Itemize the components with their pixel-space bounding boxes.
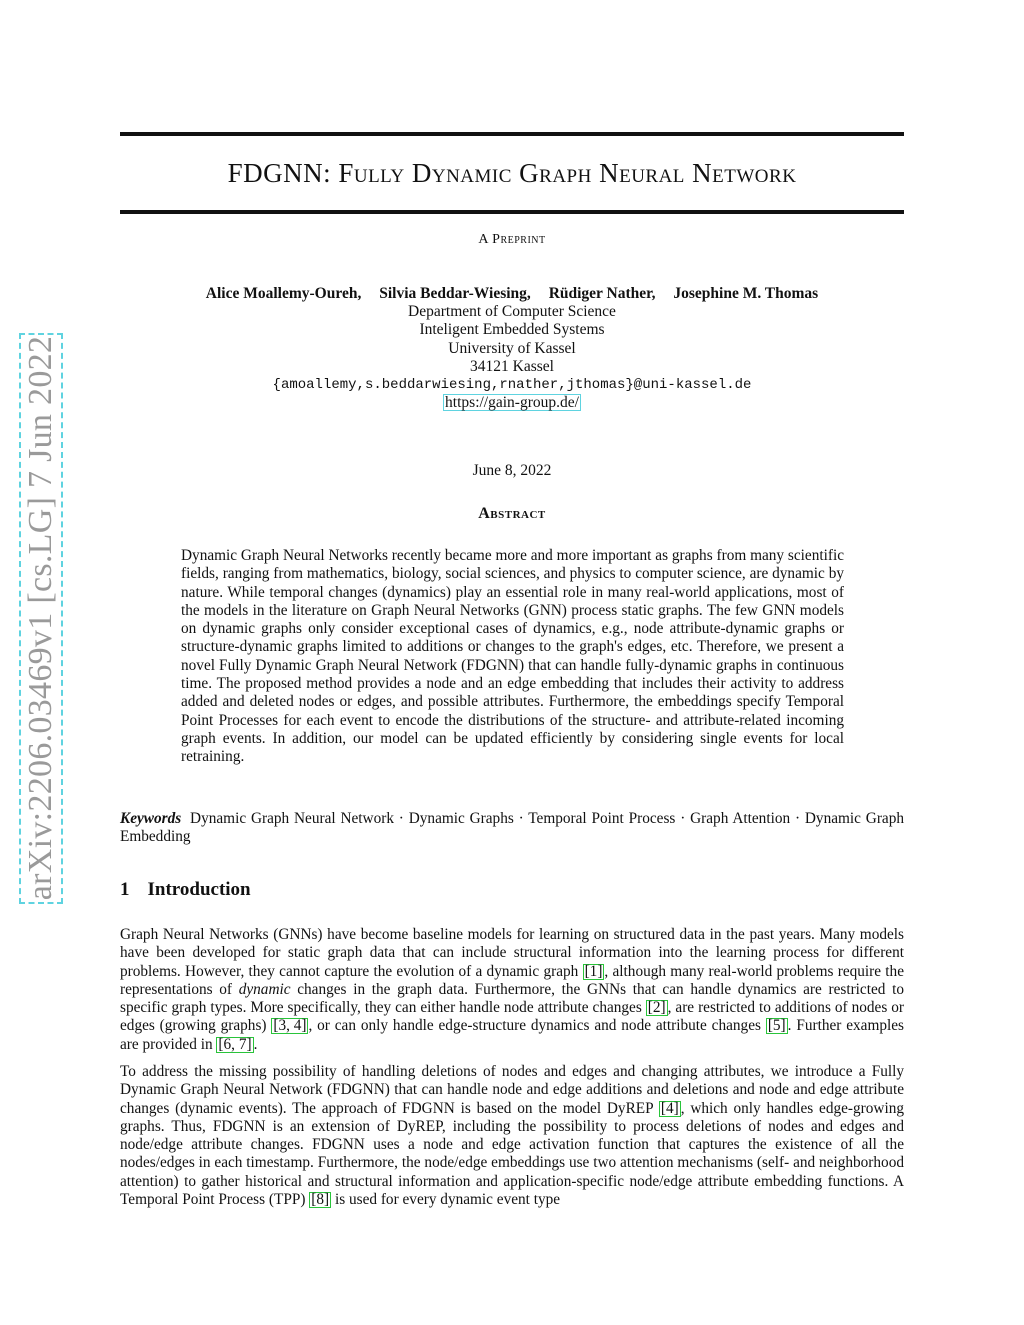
citation-link[interactable]: [2] xyxy=(647,999,666,1017)
affiliation-university: University of Kassel xyxy=(448,339,576,357)
author-emails[interactable]: {amoallemy,s.beddarwiesing,rnather,jthomas}@uni-kassel.de xyxy=(272,377,752,394)
keywords xyxy=(120,810,904,847)
author-2: Silvia Beddar-Wiesing, xyxy=(379,285,531,302)
arxiv-stamp[interactable] xyxy=(19,333,63,904)
arxiv-stamp-text: arXiv:2206.03469v1 [cs.LG] 7 Jun 2022 xyxy=(22,335,59,901)
author-3: Rüdiger Nather, xyxy=(548,285,656,302)
title-prefix: FDGNN: xyxy=(227,158,339,188)
affiliation-department: Department of Computer Science xyxy=(408,303,616,320)
citation-link[interactable]: [5] xyxy=(767,1017,786,1035)
title-rest: Fully Dynamic Graph Neural Network xyxy=(338,158,797,188)
affiliation-group: Inteligent Embedded Systems xyxy=(419,321,605,339)
citation-link[interactable]: [1] xyxy=(584,962,603,980)
section-title: Introduction xyxy=(147,879,251,900)
title-rule-top xyxy=(120,132,904,136)
author-4: Josephine M. Thomas xyxy=(673,285,819,302)
abstract-text: Dynamic Graph Neural Networks recently became more and more important as graphs from many scientific fields, ranging from mathematics, biology, social sciences, and physics to computer science, are dynamic by nature. While temporal changes (dynamics) play an essential role in many real-world applications, most of the models in the literature on Graph Neural Networks (GNN) process static graphs. The few GNN models on dynamic graphs only consider exceptional cases of dynamics, e.g., node attribute-dynamic graphs or structure-dynamic graphs limited to additions or changes to the graph's edges, etc. Therefore, we present a novel Fully Dynamic Graph Neural Network (FDGNN) that can handle fully-dynamic graphs in continuous time. The proposed method provides a node and an edge embedding that includes their activity to address added and deleted nodes or edges, and possible attributes. Furthermore, the embeddings specify Temporal Point Processes for each event to encode the distributions of the structure- and attribute-related incoming graph events. In addition, our model can be updated efficiently by considering single events for local retraining. xyxy=(181,547,844,766)
preprint-label: A Preprint xyxy=(478,232,546,247)
emphasis-dynamic: dynamic xyxy=(238,980,291,998)
citation-link[interactable]: [6, 7] xyxy=(218,1035,252,1053)
citation-link[interactable]: [4] xyxy=(660,1099,679,1117)
affiliation xyxy=(120,303,904,413)
keywords-label: Keywords xyxy=(120,810,182,827)
section-heading-introduction xyxy=(120,879,251,901)
intro-paragraph-2: To address the missing possibility of handling deletions of nodes and edges and changing attributes, we introduce a Fully Dynamic Graph Neural Network (FDGNN) that can handle node and edge additions and deletions and node and edge attribute changes (dynamic events). The approach of FDGNN is based on the model DyREP [4] , which only handles edge-growing graphs. Thus, FDGNN is an extension of DyREP, including the possibility to process deletions of nodes and edges and node/edge attribute changes. FDGNN uses a node and edge activation function that captures the existence of all the nodes/edges in each timestamp. Furthermore, the node/edge embeddings use two attention mechanisms (self- and neighborhood attention) to gather historical and structural information and application-specific node/edge attribute embedding functions. A Temporal Point Process (TPP) [8] is used for every dynamic event type xyxy=(120,1063,904,1209)
intro-paragraph-1: Graph Neural Networks (GNNs) have become baseline models for learning on structured data in the past years. Many models have been developed for static graph data that can include structural information into the learning process for different problems. However, they cannot capture the evolution of a dynamic graph [1] , although many real-world problems require the representations of dynamic changes in the graph data. Furthermore, the GNNs that can handle dynamics are restricted to specific graph types. More specifically, they can either handle node attribute changes [2] , are restricted to additions of nodes or edges (growing graphs) [3, 4] , or can only handle edge-structure dynamics and node attribute changes [5] . Further examples are provided in [6, 7] . xyxy=(120,926,904,1053)
affiliation-city: 34121 Kassel xyxy=(470,357,554,375)
citation-link[interactable]: [8] xyxy=(311,1191,330,1209)
paper-title xyxy=(120,158,904,189)
keywords-text: Dynamic Graph Neural Network · Dynamic Graphs · Temporal Point Process · Graph Attention · Dynamic Graph Embedding xyxy=(120,810,904,846)
author-1: Alice Moallemy-Oureh, xyxy=(205,285,362,302)
title-rule-bottom xyxy=(120,210,904,214)
author-list xyxy=(120,285,904,303)
citation-link[interactable]: [3, 4] xyxy=(273,1017,307,1035)
paper-date: June 8, 2022 xyxy=(472,462,552,479)
section-number: 1 xyxy=(120,879,130,900)
abstract-heading: Abstract xyxy=(478,505,546,522)
group-url-link[interactable]: https://gain-group.de/ xyxy=(445,394,579,412)
